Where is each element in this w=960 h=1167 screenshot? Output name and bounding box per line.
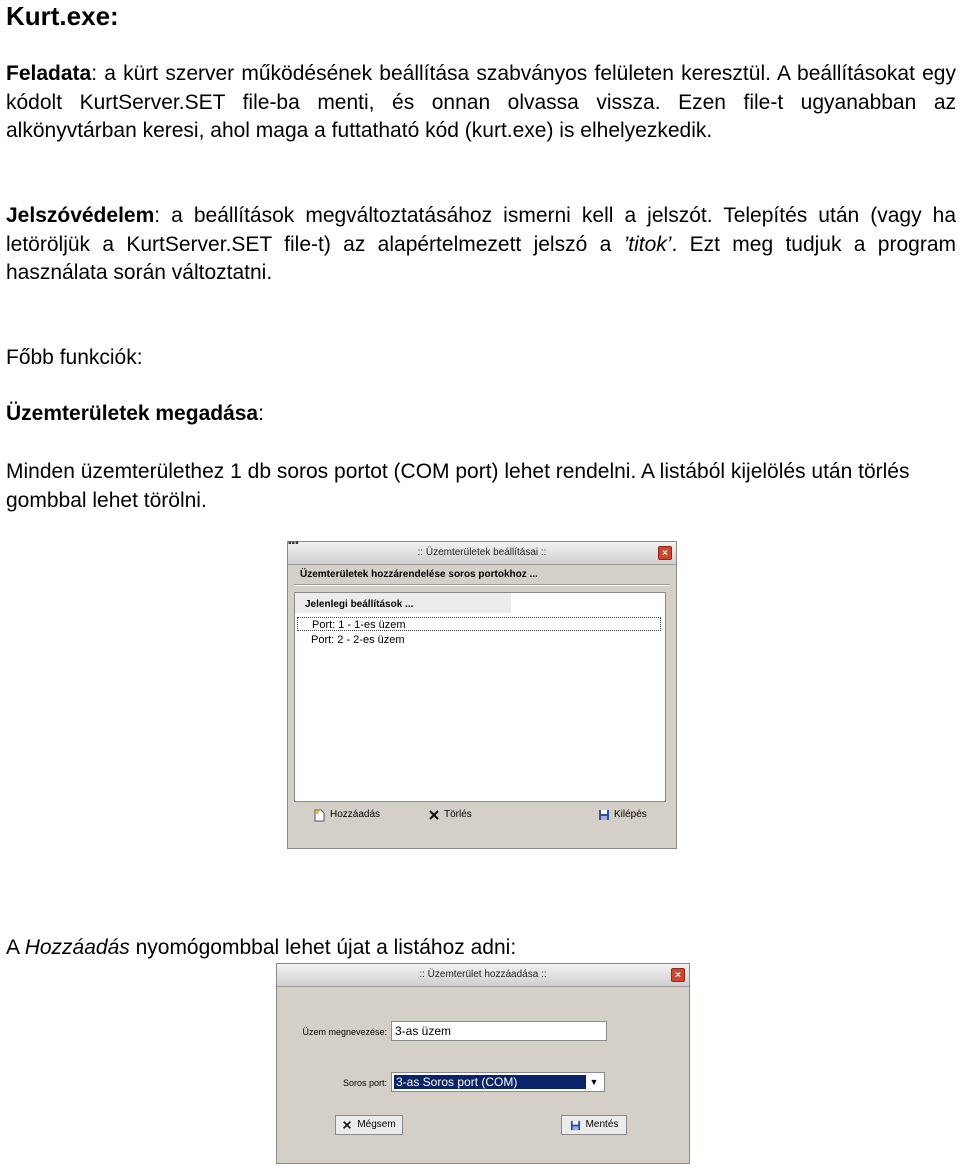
save-disk-icon xyxy=(570,1120,581,1131)
name-label: Üzem megnevezése: xyxy=(302,1027,387,1037)
paragraph-hozzaadas xyxy=(6,934,956,963)
paragraph-jelszovedelem xyxy=(6,202,956,288)
text-jelszovedelem-a: : a beállítások megváltoztatásához ismerni kell a jelszót. Telepítés után (vagy ha letöröljük a KurtServer.SET file-t) az alapértelmezett jelszó a xyxy=(6,204,956,256)
close-button[interactable] xyxy=(671,968,685,982)
button-name-hozzaadas: Hozzáadás xyxy=(24,936,130,959)
cancel-button[interactable] xyxy=(335,1115,403,1135)
exit-button-label: Kilépés xyxy=(614,809,647,820)
label-jelszovedelem: Jelszóvédelem xyxy=(6,204,155,227)
section-label: Üzemterületek megadása xyxy=(6,402,259,425)
cancel-x-icon xyxy=(342,1120,352,1130)
current-settings-panel xyxy=(294,592,666,802)
close-icon: × xyxy=(675,970,681,981)
settings-heading: Üzemterületek hozzárendelése soros portokhoz ... xyxy=(300,569,538,580)
add-button[interactable] xyxy=(314,806,380,824)
main-functions-heading: Főbb funkciók: xyxy=(6,346,143,369)
save-disk-icon xyxy=(598,809,610,821)
grip-icon: ▪▪▪ xyxy=(288,538,299,549)
paragraph-feladata xyxy=(6,60,956,146)
list-item[interactable]: Port: 1 - 1-es üzem xyxy=(297,617,661,631)
add-window xyxy=(276,963,690,1164)
delete-button[interactable] xyxy=(428,806,472,824)
port-select[interactable] xyxy=(391,1072,605,1092)
exit-button[interactable] xyxy=(598,806,647,824)
delete-button-label: Törlés xyxy=(444,809,472,820)
new-document-icon xyxy=(314,809,326,822)
name-input[interactable]: 3-as üzem xyxy=(391,1021,607,1041)
paragraph-uzemteruletek: Minden üzemterülethez 1 db soros portot (COM port) lehet rendelni. A listából kijelölés után törlés gombbal lehet törölni. xyxy=(6,460,910,512)
port-select-value: 3-as Soros port (COM) xyxy=(394,1075,586,1089)
text-jelszovedelem-b: . Ezt meg tudjuk a program használata során változtatni. xyxy=(6,232,956,284)
save-button-label: Mentés xyxy=(585,1119,619,1130)
cancel-button-label: Mégsem xyxy=(357,1119,396,1130)
default-password: ’titok’ xyxy=(623,232,672,256)
doc-title: Kurt.exe: xyxy=(6,1,119,31)
section-colon: : xyxy=(258,402,264,425)
add-window-title: :: Üzemterület hozzáadása :: xyxy=(419,969,547,980)
divider xyxy=(294,584,670,586)
text-feladata: : a kürt szerver működésének beállítása szabványos felületen keresztül. A beállításokat egy kódolt KurtServer.SET file-ba menti, és onnan olvassa vissza. Ezen file-t ugyanabban az alkönyvtárban keresi, ahol maga a futtatható kód (kurt.exe) is elhelyezkedik. xyxy=(6,62,956,142)
delete-x-icon xyxy=(428,809,440,821)
text-hozzaadas-b: nyomógombbal lehet újat a listához adni: xyxy=(129,936,517,959)
add-window-titlebar[interactable] xyxy=(277,964,689,987)
settings-window-titlebar[interactable] xyxy=(288,538,676,565)
settings-window xyxy=(287,538,677,849)
close-button[interactable] xyxy=(658,546,672,560)
add-button-label: Hozzáadás xyxy=(330,809,381,820)
label-feladata: Feladata xyxy=(6,62,92,85)
chevron-down-icon[interactable]: ▼ xyxy=(589,1077,599,1087)
save-button[interactable] xyxy=(561,1115,627,1135)
close-icon: × xyxy=(662,548,668,559)
list-item[interactable]: Port: 2 - 2-es üzem xyxy=(311,634,405,646)
port-label: Soros port: xyxy=(342,1078,387,1088)
text-hozzaadas-a: A xyxy=(6,936,25,959)
section-heading xyxy=(6,400,956,429)
settings-window-title: :: Üzemterületek beállításai :: xyxy=(417,547,547,558)
current-settings-heading: Jelenlegi beállítások ... xyxy=(295,593,511,613)
